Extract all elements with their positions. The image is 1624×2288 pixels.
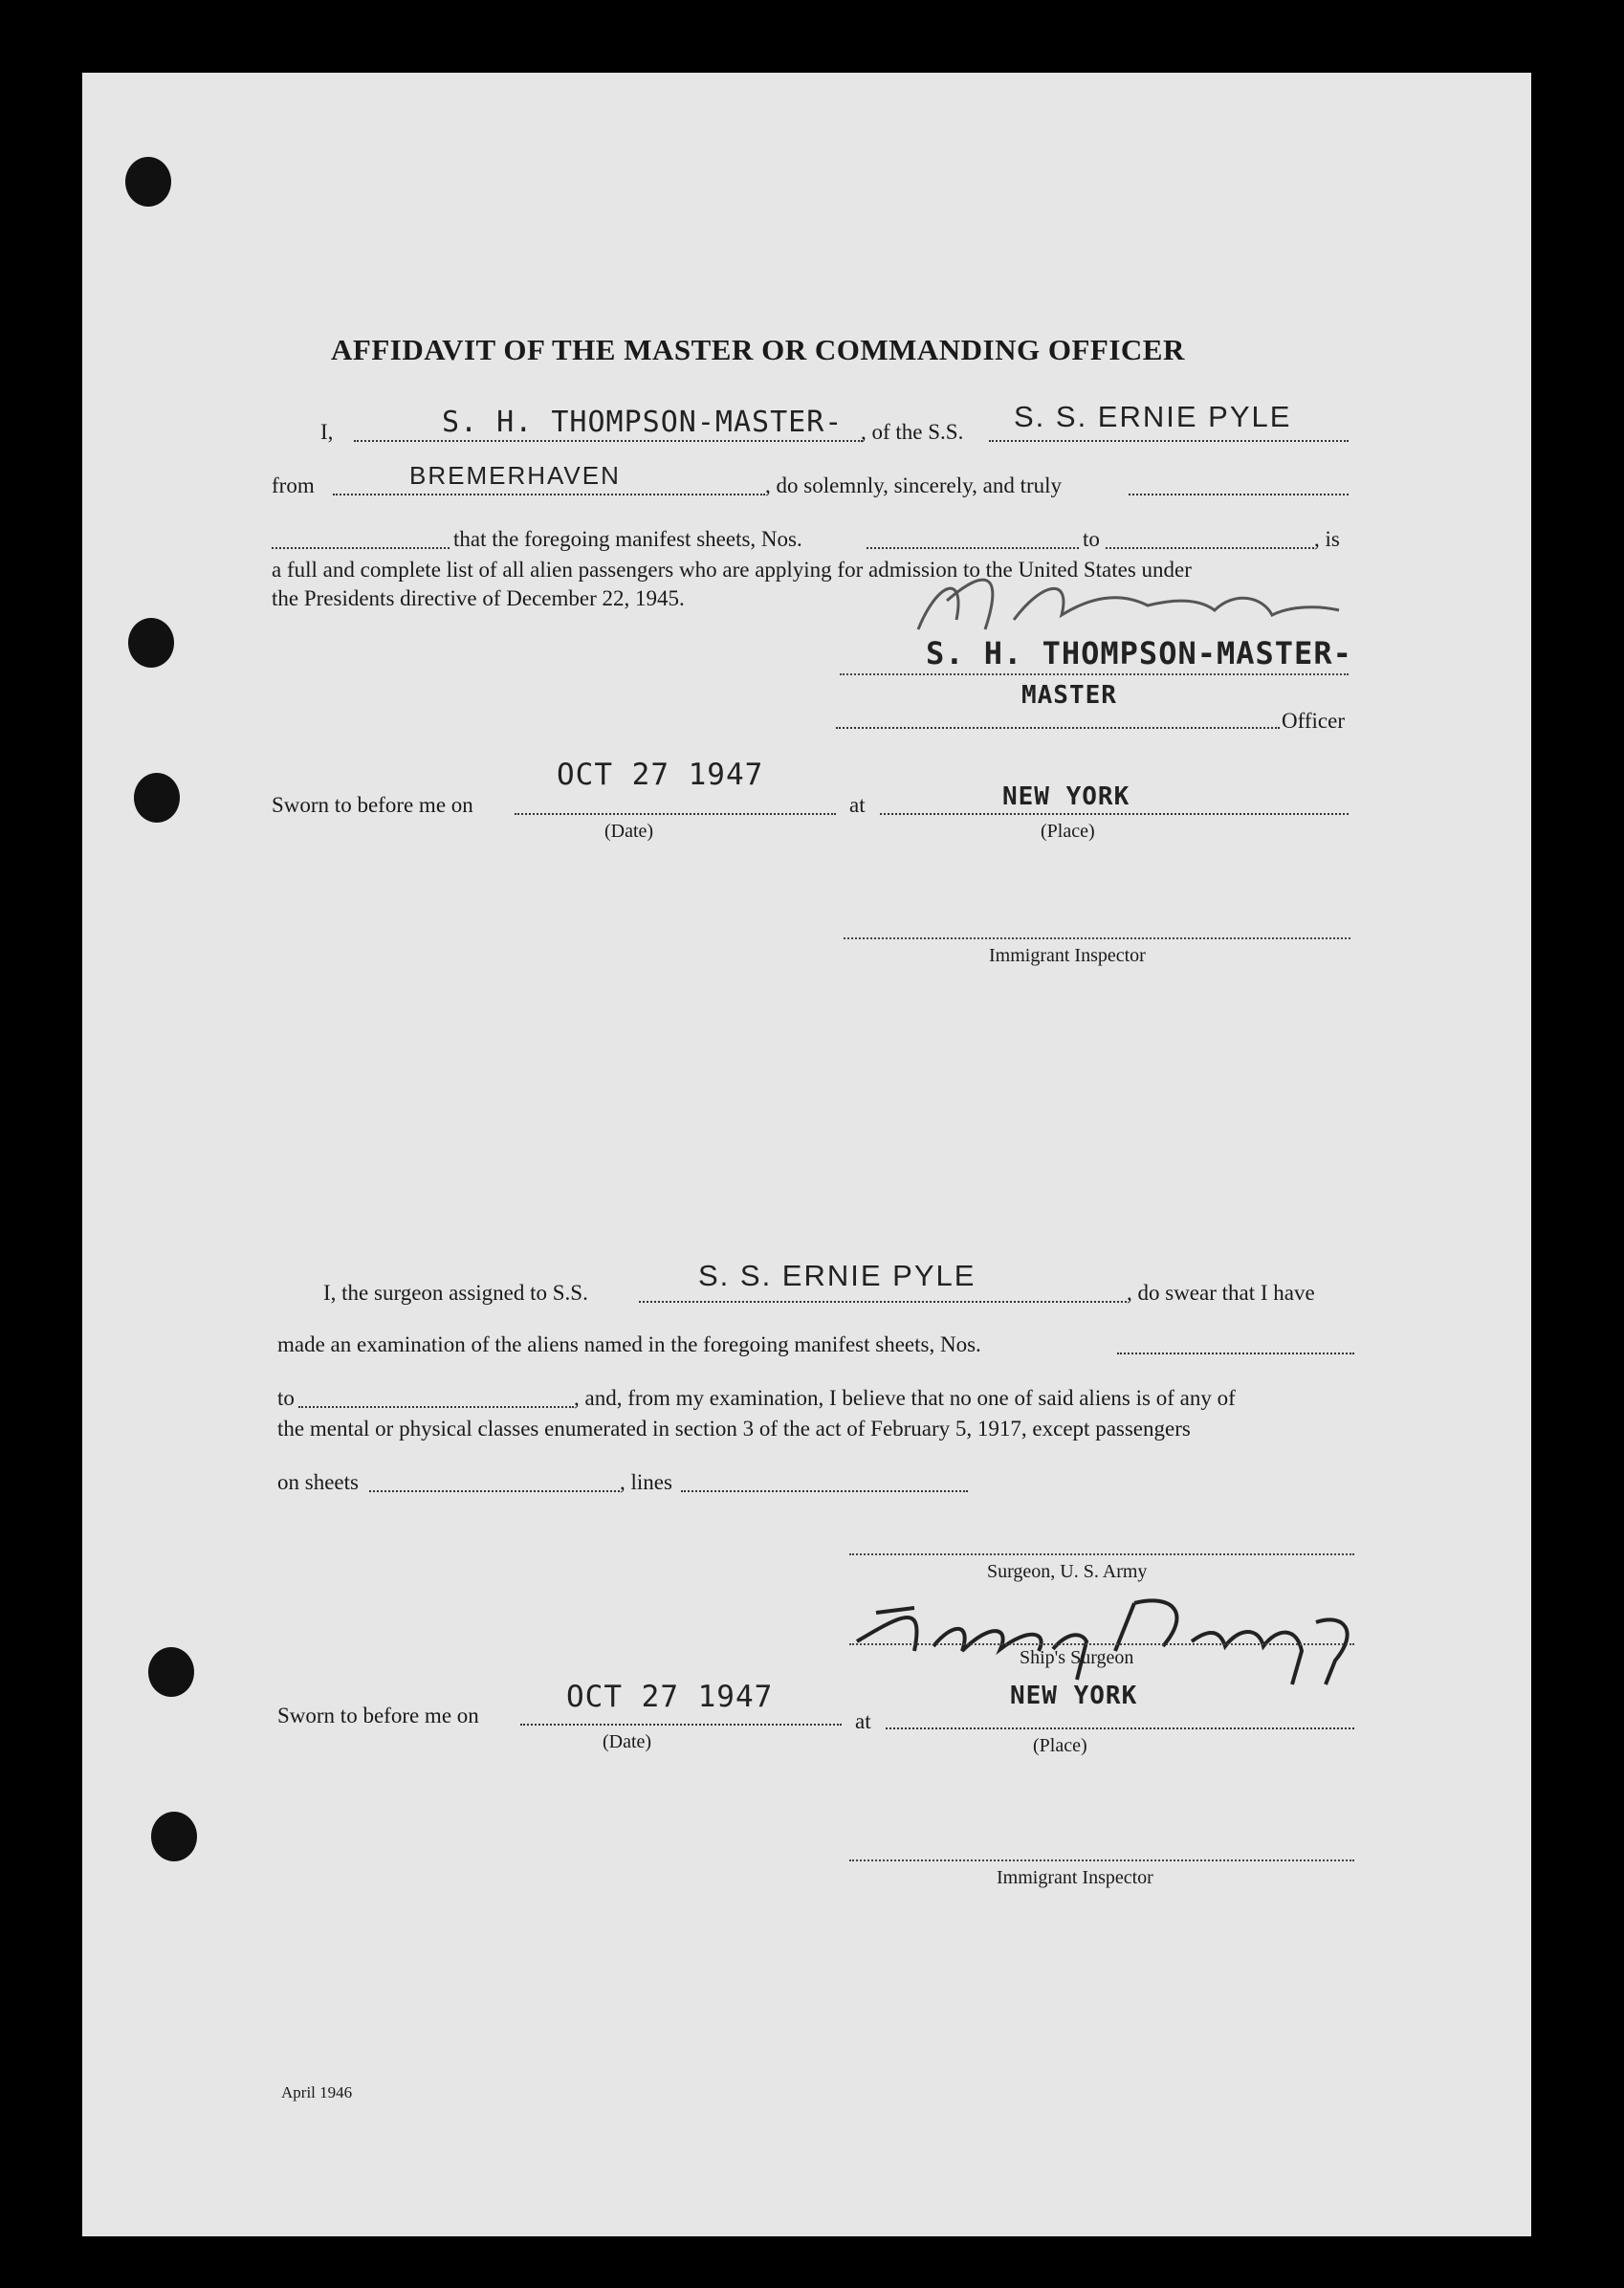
- signature-line: [840, 673, 1349, 675]
- ship-surgeon-label: Ship's Surgeon: [1020, 1647, 1134, 1668]
- at-label: at: [849, 793, 866, 817]
- sworn-label: Sworn to before me on: [272, 793, 473, 817]
- punch-hole: [125, 157, 171, 207]
- ship-name-line: [989, 440, 1349, 442]
- port-line: [333, 494, 765, 495]
- foregoing-label: that the foregoing manifest sheets, Nos.: [453, 527, 802, 551]
- from-label: from: [272, 473, 315, 497]
- punch-hole: [128, 618, 174, 668]
- inspector-line: [844, 937, 1350, 939]
- surgeon-line-4: the mental or physical classes enumerated in section 3 of the act of February 5, 1917, except passengers: [277, 1417, 1191, 1441]
- solemnly-label: , do solemnly, sincerely, and truly: [765, 473, 1063, 497]
- lines-label: , lines: [620, 1470, 672, 1494]
- form-date-footer: April 1946: [281, 2083, 353, 2101]
- place-caption: (Place): [1041, 821, 1095, 842]
- nos-from-line: [867, 547, 1079, 549]
- surgeon-at-label: at: [855, 1709, 871, 1733]
- statement-line-3: a full and complete list of all alien passengers who are applying for admission to the United States under: [272, 558, 1192, 582]
- affirm-line: [272, 547, 450, 549]
- sworn-place-line: [880, 813, 1349, 815]
- truly-line: [1129, 494, 1349, 495]
- master-name-line: [354, 440, 863, 442]
- surgeon-to-line: [298, 1406, 574, 1408]
- surgeon-line-1-end: , do swear that I have: [1127, 1281, 1315, 1305]
- master-name-stamp: S. H. THOMPSON-MASTER-: [442, 406, 844, 439]
- lines-line: [681, 1490, 968, 1492]
- sheets-line: [369, 1490, 620, 1492]
- punch-hole: [148, 1647, 194, 1697]
- surgeon-line-2: made an examination of the aliens named in the foregoing manifest sheets, Nos.: [277, 1332, 981, 1356]
- to-label: to: [1083, 527, 1100, 551]
- surgeon-inspector-line: [849, 1859, 1354, 1861]
- nos-to-line: [1106, 547, 1314, 549]
- surgeon-ship-line: [639, 1301, 1127, 1303]
- sheets-label: on sheets: [277, 1470, 359, 1494]
- date-caption: (Date): [604, 821, 654, 842]
- surgeon-signature: [847, 1574, 1364, 1689]
- punch-hole: [134, 773, 180, 823]
- sworn-place-stamp: NEW YORK: [1002, 782, 1130, 811]
- surgeon-date-caption: (Date): [603, 1731, 652, 1752]
- surgeon-to-label: to: [277, 1386, 295, 1410]
- surgeon-line-1: I, the surgeon assigned to S.S.: [323, 1281, 588, 1305]
- ship-surgeon-line: [849, 1643, 1354, 1645]
- surgeon-nos-line: [1117, 1353, 1354, 1354]
- is-label: , is: [1314, 527, 1340, 551]
- army-surgeon-label: Surgeon, U. S. Army: [987, 1561, 1148, 1582]
- officer-label: Officer: [1282, 709, 1345, 733]
- statement-line-4: the Presidents directive of December 22, 1945.: [272, 586, 685, 610]
- of-ss-label: , of the S.S.: [861, 420, 964, 444]
- surgeon-ship-typed: S. S. ERNIE PYLE: [698, 1259, 977, 1292]
- surgeon-sworn-date-line: [520, 1724, 842, 1726]
- surgeon-place-caption: (Place): [1033, 1735, 1087, 1756]
- surgeon-sworn-place-line: [886, 1727, 1354, 1729]
- sworn-date-stamp: OCT 27 1947: [557, 758, 764, 792]
- surgeon-line-3: , and, from my examination, I believe that no one of said aliens is of any of: [574, 1386, 1236, 1410]
- document-page: [82, 73, 1531, 2236]
- master-title-stamp: MASTER: [1021, 681, 1117, 710]
- officer-line: [836, 727, 1280, 729]
- surgeon-inspector-label: Immigrant Inspector: [997, 1867, 1153, 1888]
- document-title: AFFIDAVIT OF THE MASTER OR COMMANDING OFFICER: [331, 333, 1185, 366]
- port-typed: BREMERHAVEN: [409, 461, 621, 490]
- surgeon-sworn-place-stamp: NEW YORK: [1010, 1682, 1138, 1710]
- i-label: I,: [320, 420, 334, 444]
- sworn-date-line: [515, 813, 836, 815]
- inspector-label: Immigrant Inspector: [989, 945, 1146, 966]
- army-surgeon-line: [849, 1553, 1354, 1555]
- surgeon-sworn-date-stamp: OCT 27 1947: [566, 1680, 774, 1714]
- punch-hole: [151, 1812, 197, 1861]
- ship-name-typed: S. S. ERNIE PYLE: [1014, 400, 1292, 433]
- master-signature-stamp: S. H. THOMPSON-MASTER-: [926, 635, 1352, 671]
- surgeon-sworn-label: Sworn to before me on: [277, 1704, 479, 1727]
